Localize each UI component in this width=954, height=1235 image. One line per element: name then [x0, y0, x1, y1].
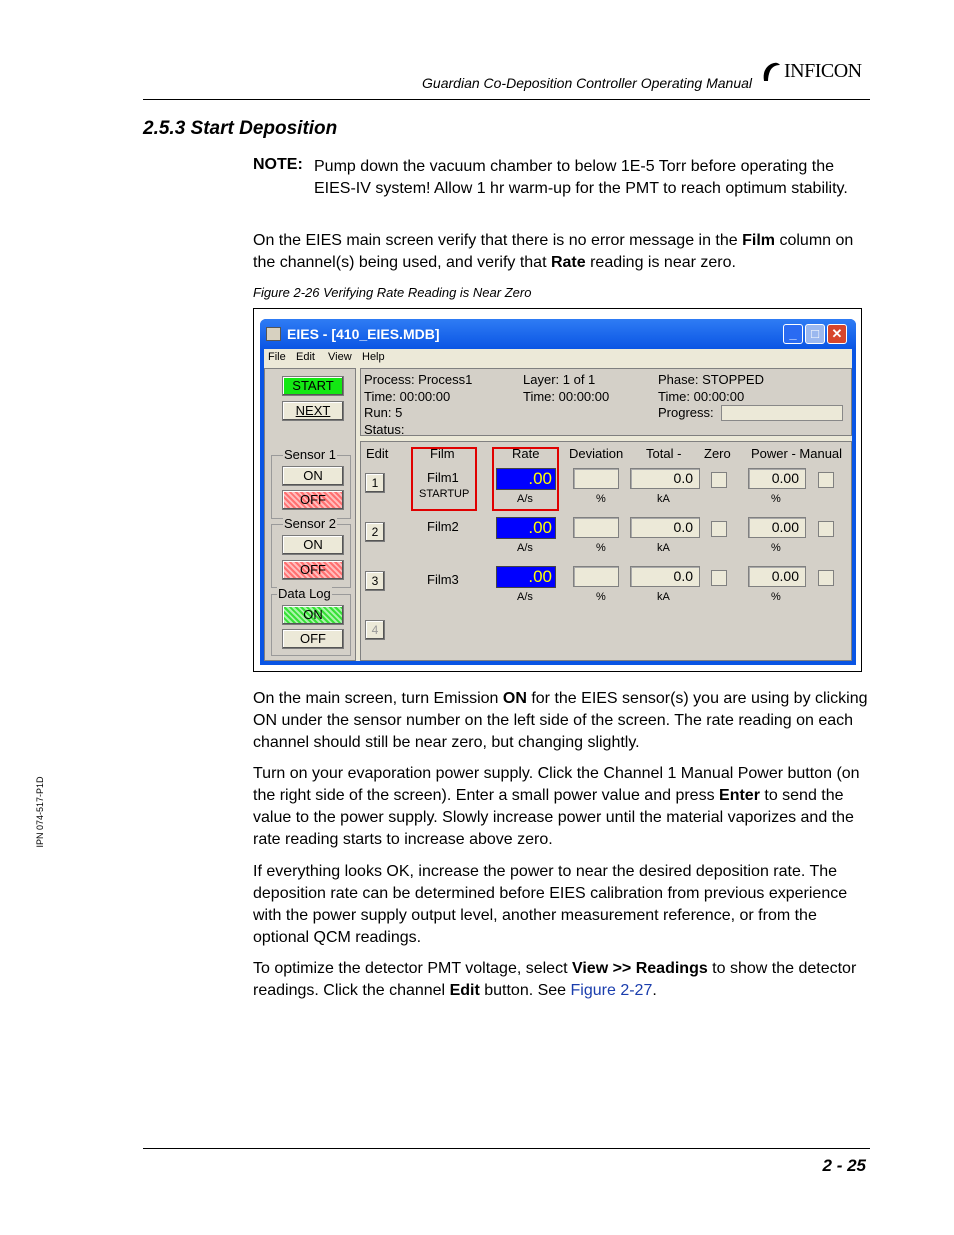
- col-edit: Edit: [366, 446, 389, 461]
- paragraph-pmt: To optimize the detector PMT voltage, select View >> Readings to show the detector readings. Click the channel Edit button. See Figure 2-27.: [253, 960, 857, 999]
- col-deviation: Deviation: [569, 446, 624, 461]
- datalog-label: Data Log: [278, 586, 331, 601]
- channel-1-film: Film1: [427, 470, 459, 485]
- col-film: Film: [430, 446, 455, 461]
- channel-1-dev-unit: %: [596, 493, 606, 505]
- menu-bar: [264, 349, 852, 367]
- menu-file[interactable]: File: [268, 351, 286, 363]
- channel-2-rate-unit: A/s: [517, 542, 533, 554]
- window-title: EIES - [410_EIES.MDB]: [287, 326, 440, 342]
- status-text: Status:: [364, 422, 405, 437]
- layer-text: Layer: 1 of 1: [523, 372, 596, 387]
- process-text: Process: Process1: [364, 372, 473, 387]
- phase-time: Time: 00:00:00: [658, 389, 745, 404]
- col-rate: Rate: [512, 446, 540, 461]
- side-doc-id: IPN 074-517-P1D: [35, 776, 45, 848]
- channel-2-power-button[interactable]: 0.00: [748, 517, 806, 538]
- inficon-logo-icon: [760, 61, 782, 83]
- paragraph-emission: On the main screen, turn Emission ON for the EIES sensor(s) you are using by clicking ON under the sensor number on the left side of the screen. The rate reading on each channel should still be near zero, but changing slightly.: [253, 690, 868, 751]
- datalog-on-button[interactable]: ON: [282, 605, 344, 625]
- progress-bar: [721, 405, 843, 421]
- channel-1-rate-unit: A/s: [517, 493, 533, 505]
- logo-text: INFICON: [784, 60, 862, 82]
- channel-2-total: 0.0: [630, 517, 700, 538]
- film-highlight-box: [411, 447, 477, 511]
- channel-3-power-unit: %: [771, 591, 781, 603]
- channel-1-film-status: STARTUP: [419, 488, 470, 500]
- section-heading: 2.5.3 Start Deposition: [143, 118, 338, 139]
- sensor2-on-button[interactable]: ON: [282, 535, 344, 555]
- channel-2-deviation: [573, 517, 619, 538]
- rate-highlight-box: [492, 447, 559, 511]
- channel-1-power-unit: %: [771, 493, 781, 505]
- channel-1-total: 0.0: [630, 468, 700, 489]
- manual-title: Guardian Co-Deposition Controller Operating Manual: [422, 75, 752, 91]
- col-power: Power - Manual: [751, 446, 843, 461]
- channel-1-rate: .00: [496, 468, 556, 490]
- sensor2-off-button[interactable]: OFF: [282, 560, 344, 580]
- channel-1-edit-button[interactable]: 1: [365, 473, 385, 493]
- sensor1-on-button[interactable]: ON: [282, 466, 344, 486]
- channel-1-total-unit: kA: [657, 493, 670, 505]
- channel-3-zero-checkbox[interactable]: [711, 570, 727, 586]
- sensor1-label: Sensor 1: [284, 447, 337, 462]
- paragraph-verify: On the EIES main screen verify that there is no error message in the Film column on the channel(s) being used, and verify that Rate reading is near zero.: [253, 232, 854, 271]
- process-time: Time: 00:00:00: [364, 389, 451, 404]
- channel-1-power-button[interactable]: 0.00: [748, 468, 806, 489]
- close-button[interactable]: ✕: [827, 324, 847, 344]
- channel-2-power-unit: %: [771, 542, 781, 554]
- minimize-button[interactable]: _: [783, 324, 803, 344]
- datalog-off-button[interactable]: OFF: [282, 629, 344, 649]
- channel-2-rate: .00: [496, 517, 556, 539]
- channel-2-total-unit: kA: [657, 542, 670, 554]
- start-button[interactable]: START: [282, 376, 344, 396]
- figure-2-27-link[interactable]: Figure 2-27: [570, 982, 653, 999]
- channel-3-total: 0.0: [630, 566, 700, 587]
- sensor1-off-button[interactable]: OFF: [282, 490, 344, 510]
- note-label: NOTE:: [253, 156, 303, 173]
- next-button[interactable]: NEXT: [282, 401, 344, 421]
- channel-2-film: Film2: [427, 519, 459, 534]
- channel-3-dev-unit: %: [596, 591, 606, 603]
- paragraph-deposition-rate: If everything looks OK, increase the power to near the desired deposition rate. The deposition rate can be determined before EIES calibration from previous experience with the power supply output level, another measurement reference, or from the optional QCM readings.: [253, 863, 848, 946]
- channel-1-deviation: [573, 468, 619, 489]
- channel-1-manual-checkbox[interactable]: [818, 472, 834, 488]
- menu-view[interactable]: View: [328, 351, 352, 363]
- channel-3-rate: .00: [496, 566, 556, 588]
- channel-2-edit-button[interactable]: 2: [365, 522, 385, 542]
- channel-3-rate-unit: A/s: [517, 591, 533, 603]
- maximize-button[interactable]: □: [805, 324, 825, 344]
- control-panel: [264, 368, 356, 661]
- layer-time: Time: 00:00:00: [523, 389, 610, 404]
- status-panel: [360, 368, 852, 436]
- channel-3-edit-button[interactable]: 3: [365, 571, 385, 591]
- channel-1-zero-checkbox[interactable]: [711, 472, 727, 488]
- header-rule: [143, 99, 870, 100]
- app-icon: [266, 327, 281, 341]
- channel-3-total-unit: kA: [657, 591, 670, 603]
- title-bar[interactable]: [260, 319, 856, 349]
- channel-2-zero-checkbox[interactable]: [711, 521, 727, 537]
- progress-label: Progress:: [658, 405, 714, 420]
- phase-text: Phase: STOPPED: [658, 372, 764, 387]
- note-text: Pump down the vacuum chamber to below 1E-5 Torr before operating the EIES-IV system! Allow 1 hr warm-up for the PMT to reach optimum stability.: [314, 158, 848, 197]
- menu-edit[interactable]: Edit: [296, 351, 315, 363]
- menu-help[interactable]: Help: [362, 351, 385, 363]
- figure-caption: Figure 2-26 Verifying Rate Reading is Near Zero: [253, 285, 532, 300]
- paragraph-power-supply: Turn on your evaporation power supply. Click the Channel 1 Manual Power button (on the right side of the screen). Enter a small power value and press Enter to send the value to the power supply. Slowly increase power until the material vaporizes and the rate reading starts to increase above zero.: [253, 765, 860, 848]
- channel-2-dev-unit: %: [596, 542, 606, 554]
- channel-3-film: Film3: [427, 572, 459, 587]
- inficon-logo: [760, 60, 862, 83]
- channel-2-manual-checkbox[interactable]: [818, 521, 834, 537]
- channel-3-deviation: [573, 566, 619, 587]
- sensor2-label: Sensor 2: [284, 516, 337, 531]
- page-number: 2 - 25: [822, 1156, 866, 1175]
- channel-3-manual-checkbox[interactable]: [818, 570, 834, 586]
- channel-4-edit-button[interactable]: 4: [365, 620, 385, 640]
- col-zero: Zero: [704, 446, 731, 461]
- footer-rule: [143, 1148, 870, 1149]
- run-text: Run: 5: [364, 405, 403, 420]
- channel-3-power-button[interactable]: 0.00: [748, 566, 806, 587]
- col-total: Total -: [646, 446, 682, 461]
